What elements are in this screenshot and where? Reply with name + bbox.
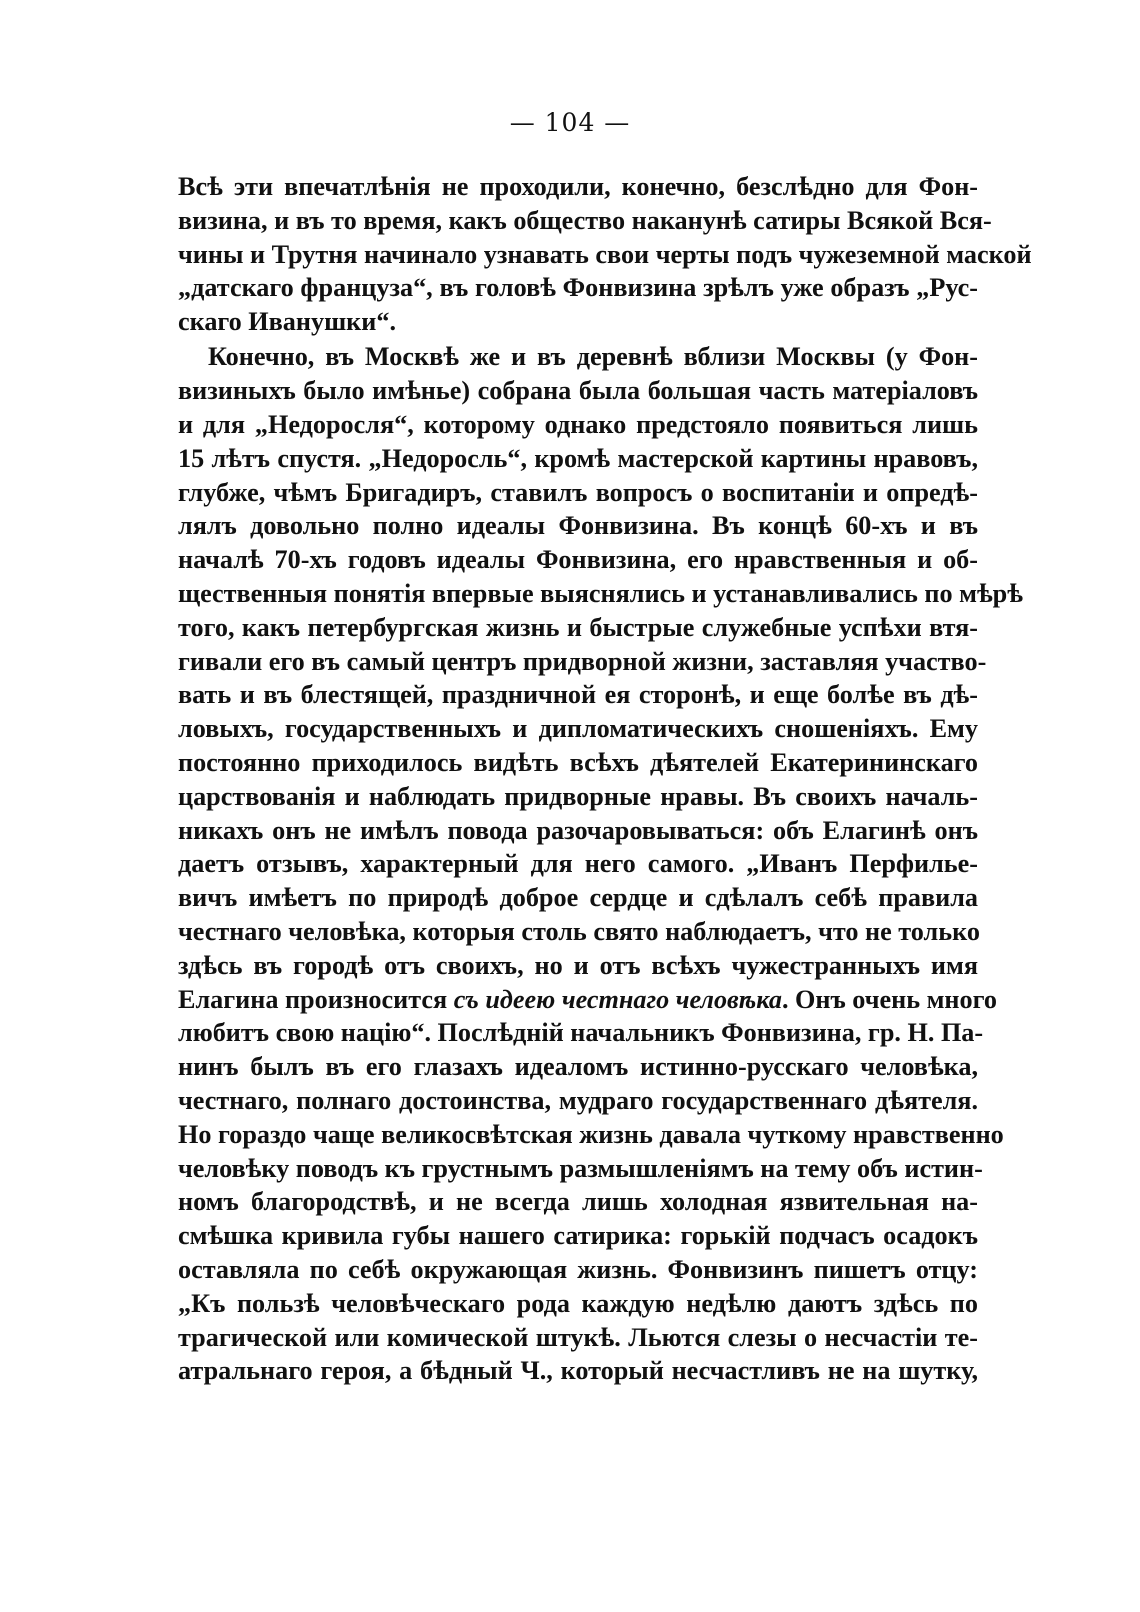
text-line: началѣ 70-хъ годовъ идеалы Фонвизина, его нравственныя и об- (178, 545, 978, 575)
text-line: глубже, чѣмъ Бригадиръ, ставилъ вопросъ о воспитаніи и опредѣ- (178, 477, 978, 507)
text-line: оставляла по себѣ окружающая жизнь. Фонвизинъ пишетъ отцу: (178, 1255, 978, 1284)
text-line: чины и Трутня начинало узнавать свои черты подъ чужеземной маской (178, 239, 1032, 269)
text-line: царствованія и наблюдать придворные нравы. Въ своихъ началь- (178, 781, 978, 811)
text-line: любитъ свою націю“. Послѣдній начальникъ Фонвизина, гр. Н. Па- (178, 1018, 984, 1048)
text-line-mixed (178, 983, 997, 1017)
text-line: скаго Иванушки“. (178, 307, 397, 337)
text-line: честнаго человѣка, которыя столь свято наблюдаетъ, что не только (178, 917, 980, 947)
text-line: человѣку поводъ къ грустнымъ размышленіямъ на тему объ истин- (178, 1153, 983, 1183)
text-line: нинъ былъ въ его глазахъ идеаломъ истинно-русскаго человѣка, (178, 1052, 978, 1082)
text-segment: Елагина произносится (178, 984, 448, 1014)
text-line: ловыхъ, государственныхъ и дипломатическихъ сношеніяхъ. Ему (178, 714, 978, 744)
text-line: щественныя понятія впервые выяснялись и устанавливались по мѣрѣ (178, 579, 1023, 609)
text-line: никахъ онъ не имѣлъ повода разочаровываться: объ Елагинѣ онъ (178, 815, 978, 845)
text-line: постоянно приходилось видѣть всѣхъ дѣятелей Екатерининскаго (178, 748, 978, 778)
text-line: трагической или комической штукѣ. Льются слезы о несчастіи те- (178, 1322, 978, 1352)
text-line: „Къ пользѣ человѣческаго рода каждую недѣлю даютъ здѣсь по (178, 1288, 978, 1318)
text-segment: . Онъ очень много (781, 984, 997, 1014)
text-line: лялъ довольно полно идеалы Фонвизина. Въ концѣ 60-хъ и въ (178, 511, 978, 541)
text-line: вичъ имѣетъ по природѣ доброе сердце и сдѣлалъ себѣ правила (178, 883, 978, 913)
text-line: 15 лѣтъ спустя. „Недоросль“, кромѣ мастерской картины нравовъ, (178, 443, 978, 473)
italic-quote: съ идеею честнаго человѣка (453, 984, 782, 1014)
text-line: даетъ отзывъ, характерный для него самого. „Иванъ Перфилье- (178, 849, 978, 879)
page-number: — 104 — (509, 108, 631, 137)
text-line: атральнаго героя, а бѣдный Ч., который несчастливъ не на шутку, (178, 1356, 978, 1386)
text-line: визина, и въ то время, какъ общество наканунѣ сатиры Всякой Вся- (178, 205, 992, 235)
text-line: и для „Недоросля“, которому однако предстояло появиться лишь (178, 410, 978, 440)
text-line: того, какъ петербургская жизнь и быстрые служебные успѣхи втя- (178, 612, 978, 642)
body-text (178, 170, 1032, 1388)
text-line: Но гораздо чаще великосвѣтская жизнь давала чуткому нравственно (178, 1119, 1004, 1149)
text-line: смѣшка кривила губы нашего сатирика: горькій подчасъ осадокъ (178, 1221, 978, 1251)
text-line: Конечно, въ Москвѣ же и въ деревнѣ вблизи Москвы (у Фон- (208, 342, 978, 372)
text-line: визиныхъ было имѣнье) собрана была большая часть матеріаловъ (178, 376, 978, 406)
text-line: честнаго, полнаго достоинства, мудраго государственнаго дѣятеля. (178, 1086, 978, 1116)
text-line: „датскаго француза“, въ головѣ Фонвизина зрѣлъ уже образъ „Рус- (178, 273, 978, 303)
text-line: номъ благородствѣ, и не всегда лишь холодная язвительная на- (178, 1187, 978, 1217)
text-line: гивали его въ самый центръ придворной жизни, заставляя участво- (178, 646, 987, 676)
text-line: здѣсь въ городѣ отъ своихъ, но и отъ всѣхъ чужестранныхъ имя (178, 950, 978, 980)
text-line: вать и въ блестящей, праздничной ея сторонѣ, и еще болѣе въ дѣ- (178, 680, 978, 710)
text-line: Всѣ эти впечатлѣнія не проходили, конечно, безслѣдно для Фон- (178, 172, 978, 201)
